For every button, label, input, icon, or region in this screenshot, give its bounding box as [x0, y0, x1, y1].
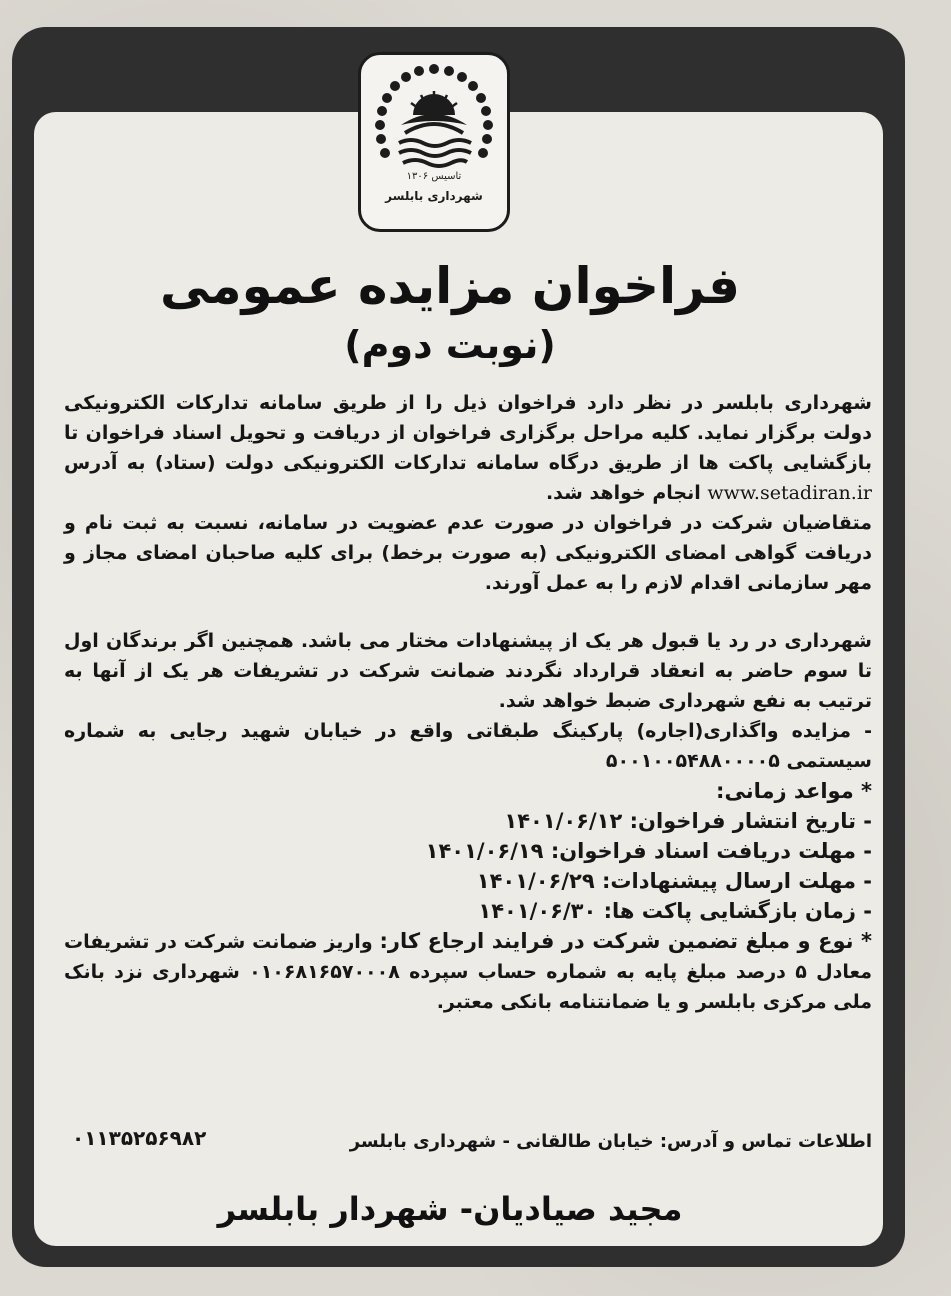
schedule-item-publication [64, 806, 872, 836]
auction-item-text: - مزایده واگذاری(اجاره) پارکینگ طبقاتی واقع در خیابان شهید رجایی به شماره سیستمی [64, 720, 872, 772]
schedule-label: - زمان بازگشایی پاکت ها: [603, 899, 872, 923]
intro-text: شهرداری بابلسر در نظر دارد فراخوان ذیل را از طریق سامانه تدارکات الکترونیکی دولت برگزار نماید. کلیه مراحل برگزاری فراخوان از دریافت و تحویل اسناد فراخوان تا بازگشایی پاکت ها از طریق درگاه سامانه تدارکات الکترونیکی دولت (ستاد) به آدرس [64, 392, 872, 474]
auction-item-paragraph [64, 716, 872, 776]
rights-paragraph: شهرداری در رد یا قبول هر یک از پیشنهادات مختار می باشد. همچنین اگر برندگان اول تا سوم حاضر به انعقاد قرارداد نگردند ضمانت شرکت در تشریفات هر یک از آنها به ترتیب به نفع شهرداری ضبط خواهد شد. [64, 630, 872, 712]
schedule-item-opening [64, 896, 872, 926]
intro-paragraph [64, 388, 872, 508]
setadiran-link[interactable]: www.setadiran.ir [707, 482, 872, 504]
schedule-label: - مهلت ارسال پیشنهادات: [602, 869, 872, 893]
schedule-label: - مهلت دریافت اسناد فراخوان: [550, 839, 872, 863]
notice-title: فراخوان مزایده عمومی [160, 257, 740, 315]
municipality-logo [358, 52, 510, 232]
schedule-heading: * مواعد زمانی: [716, 779, 872, 803]
guarantee-text: واریز ضمانت شرکت در تشریفات معادل ۵ درصد مبلغ پایه به شماره حساب سپرده ۰۱۰۶۸۱۶۵۷۰۰۰۸ شهرداری نزد بانک ملی مرکزی بابلسر و یا ضمانتنامه بانکی معتبر. [64, 931, 872, 1013]
notice-body [64, 388, 872, 1017]
schedule-item-documents [64, 836, 872, 866]
schedule-date: ۱۴۰۱/۰۶/۱۲ [504, 809, 623, 833]
paragraph-spacer [64, 598, 872, 626]
auction-system-number: ۵۰۰۱۰۰۵۴۸۸۰۰۰۰۵ [605, 750, 780, 772]
guarantee-heading: * نوع و مبلغ تضمین شرکت در فرایند ارجاع کار: [379, 929, 872, 953]
intro-text-end: انجام خواهد شد. [545, 482, 701, 504]
contact-phone: ۰۱۱۳۵۲۵۶۹۸۲ [72, 1126, 207, 1150]
logo-municipality-name: شهرداری بابلسر [385, 189, 483, 203]
notice-subtitle: (نوبت دوم) [344, 323, 556, 367]
guarantee-paragraph [64, 926, 872, 1017]
contact-info: اطلاعات تماس و آدرس: خیابان طالقانی - شهرداری بابلسر [349, 1131, 872, 1152]
schedule-date: ۱۴۰۱/۰۶/۱۹ [425, 839, 544, 863]
schedule-item-submission [64, 866, 872, 896]
logo-founded-year: تاسیس ۱۳۰۶ [406, 171, 462, 182]
schedule-date: ۱۴۰۱/۰۶/۳۰ [478, 899, 597, 923]
registration-paragraph: متقاضیان شرکت در فراخوان در صورت عدم عضویت در سامانه، نسبت به ثبت نام و دریافت گواهی امضای الکترونیکی (به صورت برخط) برای کلیه صاحبان امضای مجاز و مهر سازمانی اقدام لازم را به عمل آورند. [64, 512, 872, 594]
schedule-label: - تاریخ انتشار فراخوان: [629, 809, 872, 833]
signature-line: مجید صیادیان- شهردار بابلسر [217, 1190, 683, 1228]
schedule-date: ۱۴۰۱/۰۶/۲۹ [476, 869, 595, 893]
